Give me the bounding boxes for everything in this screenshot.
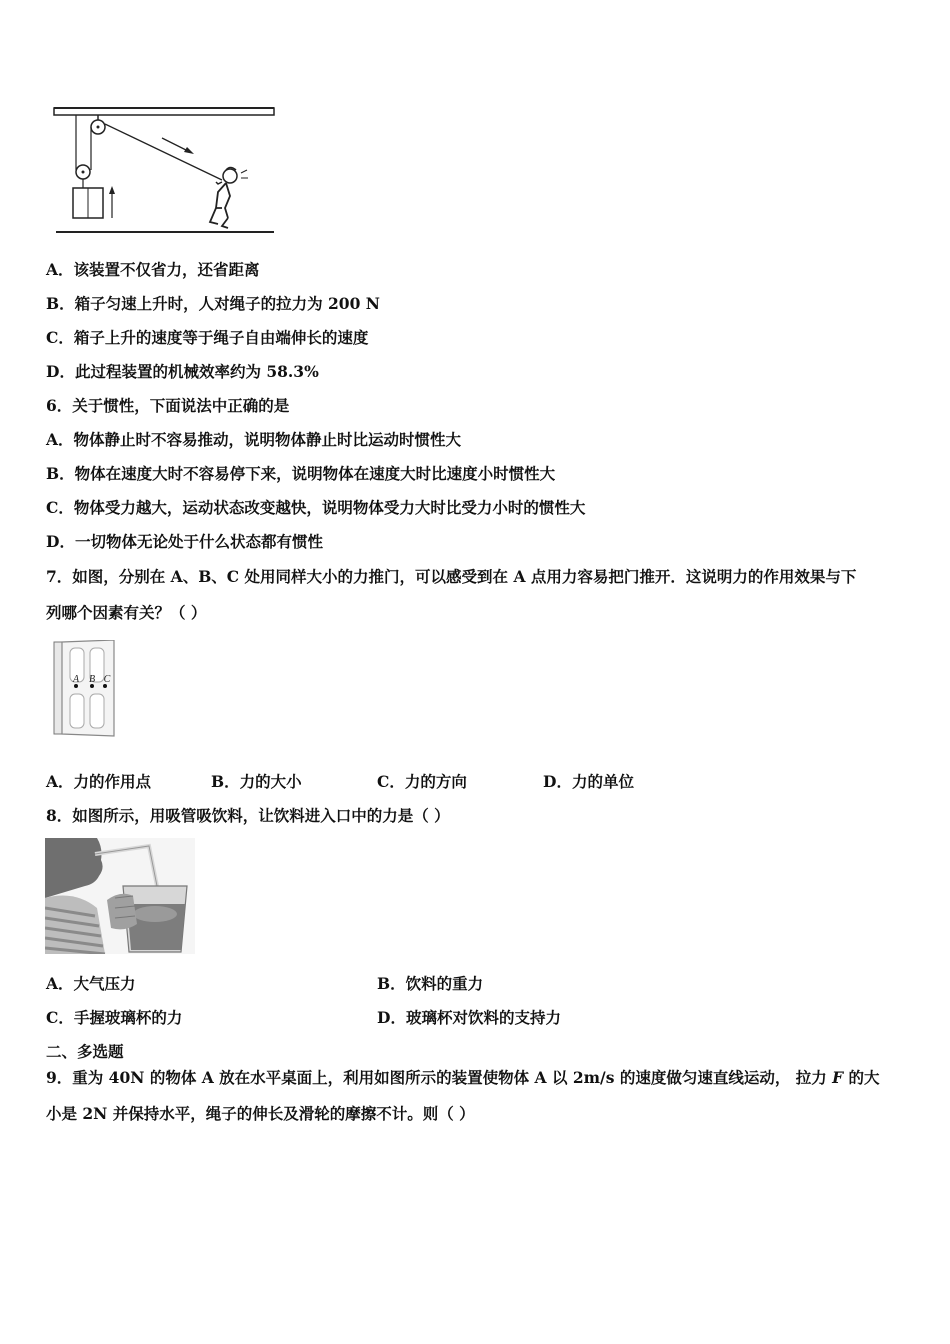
door-figure — [52, 640, 122, 740]
section-title-multiple-choice: 二、多选题 — [46, 1042, 124, 1061]
q6-option-a: A．物体静止时不容易推动，说明物体静止时比运动时惯性大 — [46, 430, 462, 449]
q7-option-b: B．力的大小 — [211, 772, 302, 791]
q5-option-b: B．箱子匀速上升时，人对绳子的拉力为 200 N — [46, 294, 380, 313]
q8-stem: 8．如图所示，用吸管吸饮料，让饮料进入口中的力是（ ） — [46, 806, 450, 825]
pulley-figure — [50, 100, 280, 245]
door-label-a: A — [72, 674, 80, 685]
q5-option-c: C．箱子上升的速度等于绳子自由端伸长的速度 — [46, 328, 369, 347]
q6-option-d: D．一切物体无论处于什么状态都有惯性 — [46, 532, 323, 551]
q7-option-d: D．力的单位 — [543, 772, 634, 791]
q5-option-d: D．此过程装置的机械效率约为 58.3% — [46, 362, 319, 381]
q7-option-c: C．力的方向 — [377, 772, 467, 791]
q9-stem-line1: 9．重为 40N 的物体 A 放在水平桌面上，利用如图所示的装置使物体 A 以 2m/s 的速度做匀速直线运动， 拉力 F 的大 — [46, 1068, 880, 1087]
q6-stem: 6．关于惯性，下面说法中正确的是 — [46, 396, 290, 415]
q8-option-c: C．手握玻璃杯的力 — [46, 1008, 183, 1027]
door-label-c: C — [103, 674, 111, 685]
q9-stem-line2: 小是 2N 并保持水平，绳子的伸长及滑轮的摩擦不计。则（ ） — [46, 1104, 475, 1123]
q8-option-b: B．饮料的重力 — [377, 974, 484, 993]
q6-option-c: C．物体受力越大，运动状态改变越快，说明物体受力大时比受力小时的惯性大 — [46, 498, 586, 517]
q8-option-a: A．大气压力 — [46, 974, 136, 993]
q8-option-d: D．玻璃杯对饮料的支持力 — [377, 1008, 561, 1027]
q7-stem-line2: 列哪个因素有关？（ ） — [46, 603, 207, 622]
q7-stem-line1: 7．如图，分别在 A、B、C 处用同样大小的力推门，可以感受到在 A 点用力容易把门推开．这说明力的作用效果与下 — [46, 567, 857, 586]
door-label-b: B — [88, 674, 96, 685]
q5-option-a: A．该装置不仅省力，还省距离 — [46, 260, 260, 279]
q6-option-b: B．物体在速度大时不容易停下来，说明物体在速度大时比速度小时惯性大 — [46, 464, 556, 483]
straw-drink-photo — [45, 838, 195, 954]
q7-option-a: A．力的作用点 — [46, 772, 152, 791]
